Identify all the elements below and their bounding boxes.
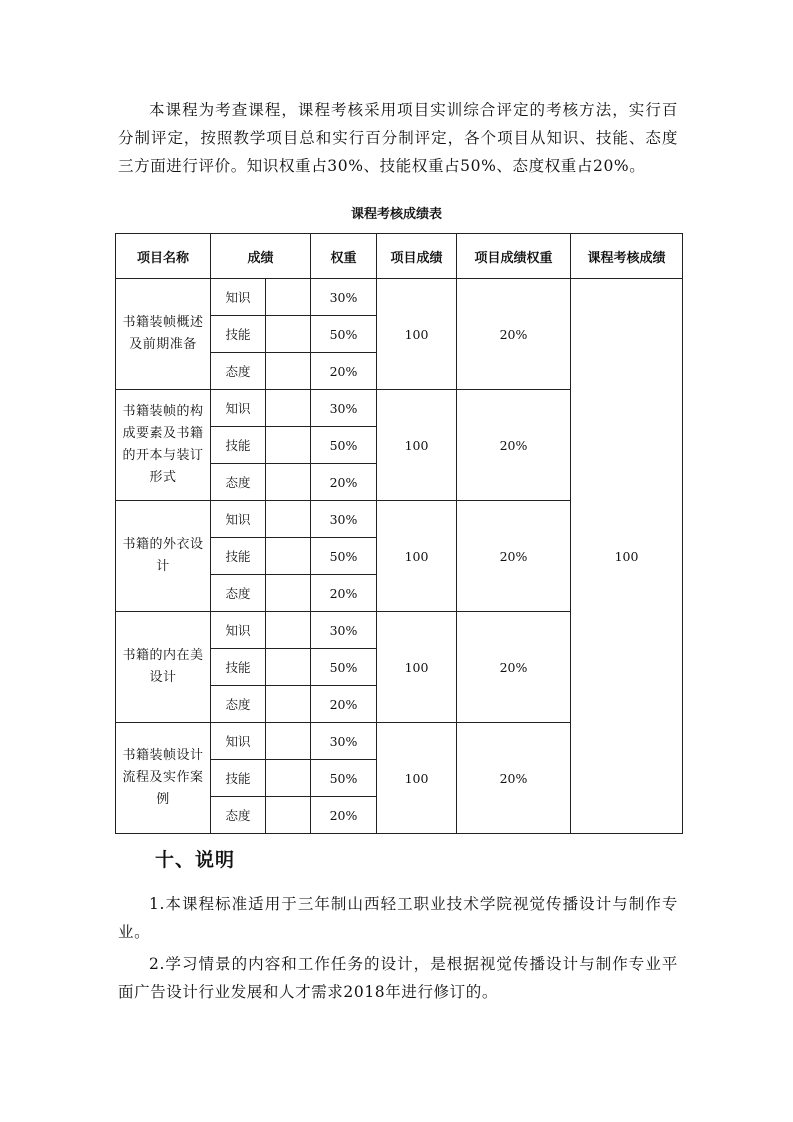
- score-cell: [266, 797, 311, 834]
- project-score-cell: 100: [377, 390, 457, 501]
- header-score: 成绩: [211, 234, 311, 279]
- weight-cell: 50%: [311, 538, 377, 575]
- weight-cell: 30%: [311, 501, 377, 538]
- section-title: 十、说明: [155, 849, 236, 871]
- dimension-cell: 知识: [211, 390, 266, 427]
- weight-cell: 20%: [311, 686, 377, 723]
- weight-cell: 30%: [311, 279, 377, 316]
- dimension-cell: 态度: [211, 797, 266, 834]
- project-name-cell: 书籍的内在美设计: [116, 612, 211, 723]
- weight-cell: 50%: [311, 427, 377, 464]
- dimension-cell: 知识: [211, 723, 266, 760]
- dimension-cell: 技能: [211, 760, 266, 797]
- project-name-cell: 书籍的外衣设计: [116, 501, 211, 612]
- weight-cell: 20%: [311, 575, 377, 612]
- score-cell: [266, 279, 311, 316]
- weight-cell: 30%: [311, 723, 377, 760]
- header-course-score: 课程考核成绩: [571, 234, 683, 279]
- table-caption: 课程考核成绩表: [350, 207, 442, 222]
- course-score-cell: 100: [571, 279, 683, 834]
- dimension-cell: 知识: [211, 279, 266, 316]
- weight-cell: 50%: [311, 316, 377, 353]
- table-header-row: [116, 234, 683, 279]
- header-project-weight: 项目成绩权重: [457, 234, 571, 279]
- table-row: [116, 279, 683, 316]
- score-cell: [266, 353, 311, 390]
- project-weight-cell: 20%: [457, 612, 571, 723]
- weight-cell: 50%: [311, 649, 377, 686]
- score-cell: [266, 612, 311, 649]
- weight-cell: 30%: [311, 390, 377, 427]
- project-score-cell: 100: [377, 501, 457, 612]
- dimension-cell: 技能: [211, 538, 266, 575]
- note-2: 2.学习情景的内容和工作任务的设计，是根据视觉传播设计与制作专业平面广告设计行业发展和人才需求2018年进行修订的。: [118, 955, 678, 1001]
- dimension-cell: 态度: [211, 686, 266, 723]
- project-name-cell: 书籍装帧的构成要素及书籍的开本与装订形式: [116, 390, 211, 501]
- score-cell: [266, 316, 311, 353]
- header-project-score: 项目成绩: [377, 234, 457, 279]
- score-cell: [266, 427, 311, 464]
- intro-paragraph: 本课程为考查课程，课程考核采用项目实训综合评定的考核方法，实行百分制评定，按照教学项目总和实行百分制评定，各个项目从知识、技能、态度三方面进行评价。知识权重占30%、技能权重占50%、态度权重占20%。: [118, 101, 678, 175]
- grade-table: [115, 233, 683, 834]
- project-score-cell: 100: [377, 279, 457, 390]
- weight-cell: 30%: [311, 612, 377, 649]
- score-cell: [266, 464, 311, 501]
- dimension-cell: 技能: [211, 316, 266, 353]
- dimension-cell: 态度: [211, 464, 266, 501]
- project-name-cell: 书籍装帧概述及前期准备: [116, 279, 211, 390]
- weight-cell: 20%: [311, 353, 377, 390]
- weight-cell: 20%: [311, 797, 377, 834]
- project-weight-cell: 20%: [457, 501, 571, 612]
- score-cell: [266, 538, 311, 575]
- project-name-cell: 书籍装帧设计流程及实作案例: [116, 723, 211, 834]
- score-cell: [266, 649, 311, 686]
- weight-cell: 50%: [311, 760, 377, 797]
- header-weight: 权重: [311, 234, 377, 279]
- project-score-cell: 100: [377, 723, 457, 834]
- project-weight-cell: 20%: [457, 723, 571, 834]
- dimension-cell: 态度: [211, 353, 266, 390]
- table-body: [116, 279, 683, 834]
- dimension-cell: 技能: [211, 427, 266, 464]
- weight-cell: 20%: [311, 464, 377, 501]
- score-cell: [266, 390, 311, 427]
- header-project-name: 项目名称: [116, 234, 211, 279]
- dimension-cell: 态度: [211, 575, 266, 612]
- score-cell: [266, 501, 311, 538]
- project-weight-cell: 20%: [457, 279, 571, 390]
- dimension-cell: 技能: [211, 649, 266, 686]
- score-cell: [266, 760, 311, 797]
- score-cell: [266, 575, 311, 612]
- score-cell: [266, 686, 311, 723]
- note-1: 1.本课程标准适用于三年制山西轻工职业技术学院视觉传播设计与制作专业。: [118, 895, 678, 941]
- score-cell: [266, 723, 311, 760]
- dimension-cell: 知识: [211, 501, 266, 538]
- project-weight-cell: 20%: [457, 390, 571, 501]
- project-score-cell: 100: [377, 612, 457, 723]
- dimension-cell: 知识: [211, 612, 266, 649]
